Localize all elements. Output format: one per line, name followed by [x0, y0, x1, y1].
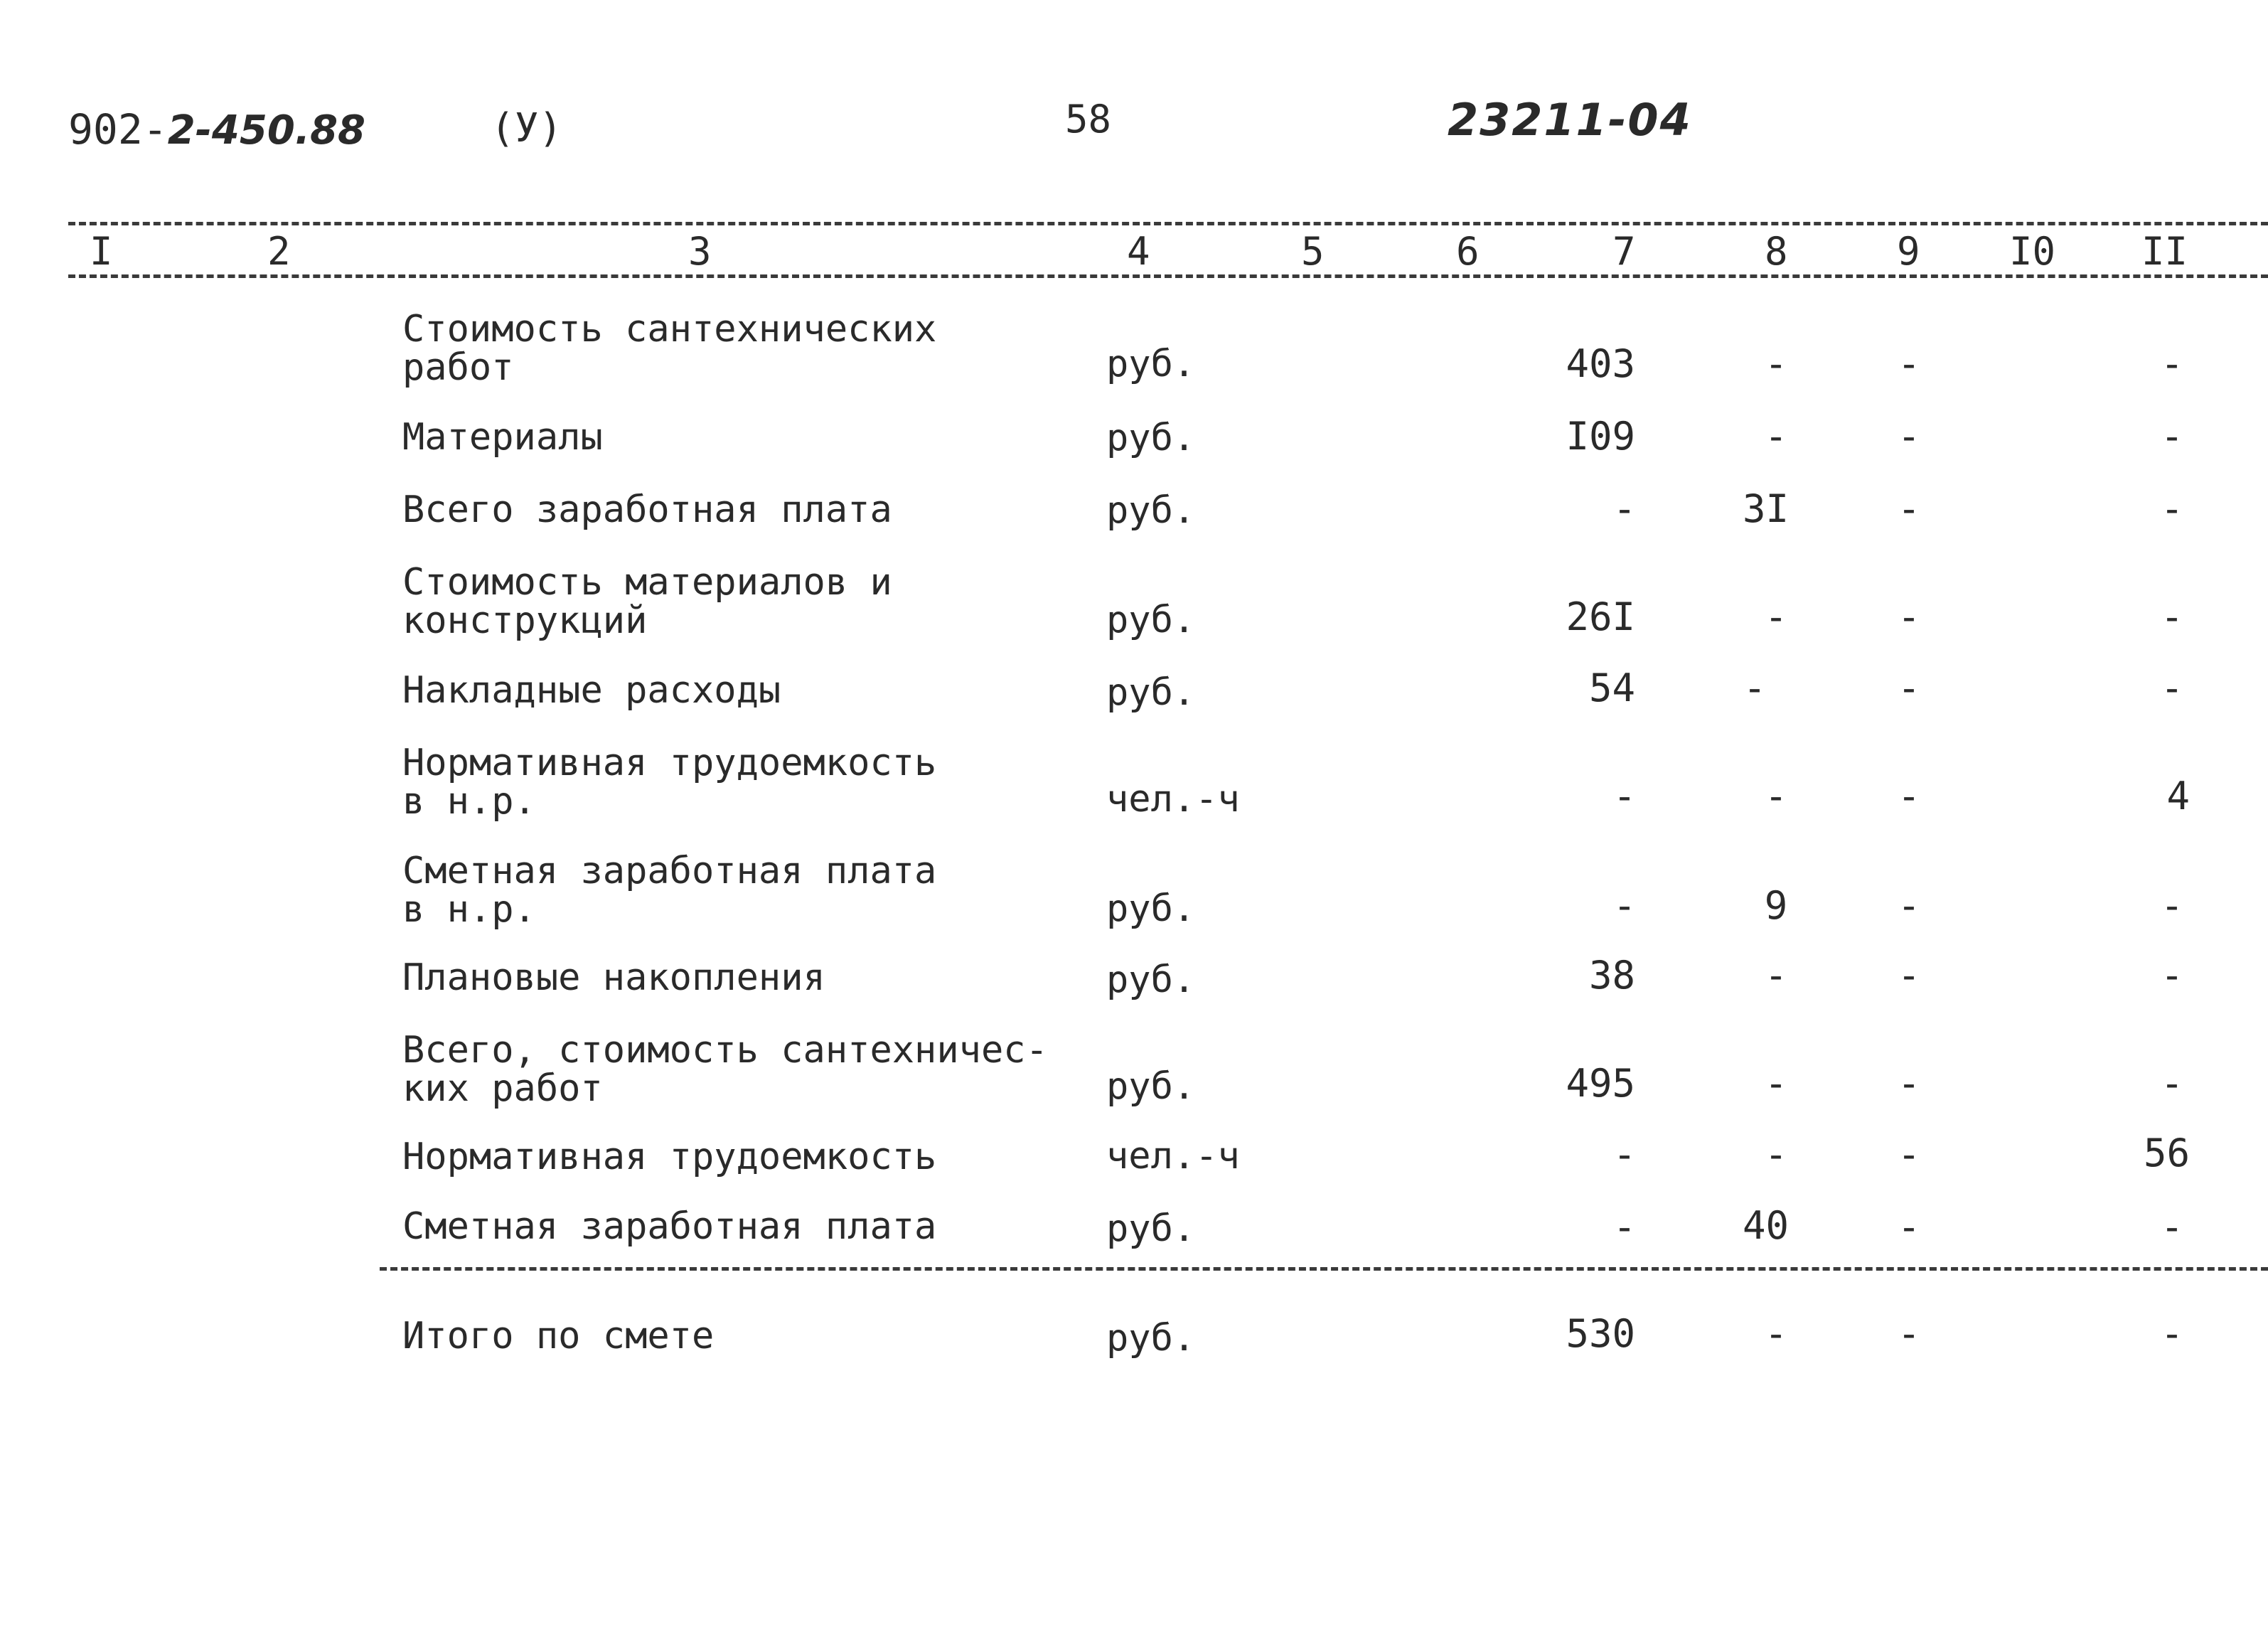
cost-value: -	[1612, 883, 1637, 928]
col9-value: -	[1897, 953, 1921, 998]
wage-value: -	[1764, 1061, 1788, 1106]
wage-value: 9	[1764, 883, 1788, 928]
col9-value: -	[1897, 414, 1921, 459]
labor-value: -	[2160, 883, 2184, 928]
labor-value: -	[2160, 1061, 2184, 1106]
document-code-prefix: 902-	[68, 105, 168, 154]
labor-value: -	[2160, 486, 2184, 531]
header-top-rule	[68, 222, 2268, 225]
col9-value: -	[1897, 341, 1921, 386]
cost-value: 403	[1566, 341, 1635, 386]
labor-value: -	[2160, 341, 2184, 386]
row-unit: руб.	[1106, 489, 1196, 532]
total-labor-value: -	[2160, 1311, 2184, 1356]
row-unit: руб.	[1106, 959, 1196, 1001]
cost-value: -	[1612, 774, 1637, 818]
row-description: Нормативная трудоемкость в н.р.	[402, 742, 937, 823]
col9-value: -	[1897, 1061, 1921, 1106]
wage-value: 3I	[1742, 486, 1789, 531]
cost-value: 54	[1588, 666, 1635, 710]
total-col9-value: -	[1897, 1311, 1921, 1356]
header-bottom-rule	[68, 274, 2268, 278]
album-number: 23211-04	[1448, 94, 1692, 146]
labor-value: 4	[2166, 774, 2190, 818]
row-description: Всего, стоимость сантехничес- ких работ	[402, 1029, 1048, 1110]
cost-value: 495	[1566, 1061, 1635, 1106]
column-number: 5	[1301, 229, 1325, 274]
col9-value: -	[1897, 774, 1921, 818]
row-unit: чел.-ч	[1106, 778, 1240, 821]
cost-value: I09	[1566, 414, 1635, 459]
cost-value: -	[1612, 1132, 1637, 1177]
wage-value: 40	[1742, 1203, 1789, 1248]
row-description: Стоимость сантехнических работ	[402, 308, 937, 389]
page-number: 58	[1065, 97, 1112, 142]
wage-value: -	[1764, 774, 1788, 818]
labor-value: -	[2160, 666, 2184, 710]
col9-value: -	[1897, 594, 1921, 639]
row-unit: руб.	[1106, 343, 1196, 385]
labor-value: -	[2160, 594, 2184, 639]
column-number: 6	[1456, 229, 1480, 274]
col9-value: -	[1897, 666, 1921, 710]
column-number: 2	[267, 229, 291, 274]
cost-value: 38	[1588, 953, 1635, 998]
col9-value: -	[1897, 1205, 1921, 1249]
document-marker: (У)	[491, 105, 563, 151]
document-code	[68, 105, 365, 154]
col9-value: -	[1897, 486, 1921, 531]
column-number: 3	[688, 229, 712, 274]
wage-value: -	[1764, 341, 1788, 386]
wage-value: -	[1764, 953, 1788, 998]
wage-value: -	[1764, 594, 1788, 639]
row-description: Нормативная трудоемкость	[402, 1136, 937, 1178]
row-description: Плановые накопления	[402, 956, 825, 999]
row-description: Стоимость материалов и конструкций	[402, 561, 892, 642]
row-description: Сметная заработная плата в н.р.	[402, 850, 937, 931]
wage-value: -	[1764, 414, 1788, 459]
column-number: II	[2141, 229, 2188, 274]
row-unit: руб.	[1106, 887, 1196, 930]
column-number: 4	[1127, 229, 1150, 274]
row-description: Всего заработная плата	[402, 489, 892, 531]
row-unit: руб.	[1106, 599, 1196, 641]
wage-value: -	[1743, 666, 1767, 710]
document-code-handwritten: 2-450.88	[167, 107, 365, 154]
col9-value: -	[1897, 883, 1921, 928]
labor-value: -	[2160, 953, 2184, 998]
cost-value: -	[1612, 1205, 1637, 1249]
total-unit: руб.	[1106, 1317, 1196, 1360]
row-description: Материалы	[402, 416, 603, 459]
column-number: 7	[1612, 229, 1636, 274]
col9-value: -	[1897, 1132, 1921, 1177]
column-number: I	[90, 229, 113, 274]
row-unit: чел.-ч	[1106, 1135, 1240, 1178]
cost-value: 26I	[1566, 594, 1635, 639]
row-description: Накладные расходы	[402, 669, 781, 712]
total-wage-value: -	[1764, 1311, 1788, 1356]
total-description: Итого по смете	[402, 1315, 715, 1357]
total-cost-value: 530	[1566, 1311, 1635, 1356]
column-number: 9	[1897, 229, 1920, 274]
labor-value: -	[2160, 414, 2184, 459]
cost-value: -	[1612, 486, 1637, 531]
row-unit: руб.	[1106, 1207, 1196, 1250]
total-separator-rule	[380, 1267, 2268, 1271]
row-description: Сметная заработная плата	[402, 1205, 937, 1248]
wage-value: -	[1764, 1132, 1788, 1177]
column-number: I0	[2009, 229, 2056, 274]
labor-value: 56	[2143, 1131, 2190, 1175]
labor-value: -	[2160, 1205, 2184, 1249]
row-unit: руб.	[1106, 417, 1196, 459]
row-unit: руб.	[1106, 671, 1196, 714]
column-number: 8	[1765, 229, 1788, 274]
row-unit: руб.	[1106, 1065, 1196, 1108]
